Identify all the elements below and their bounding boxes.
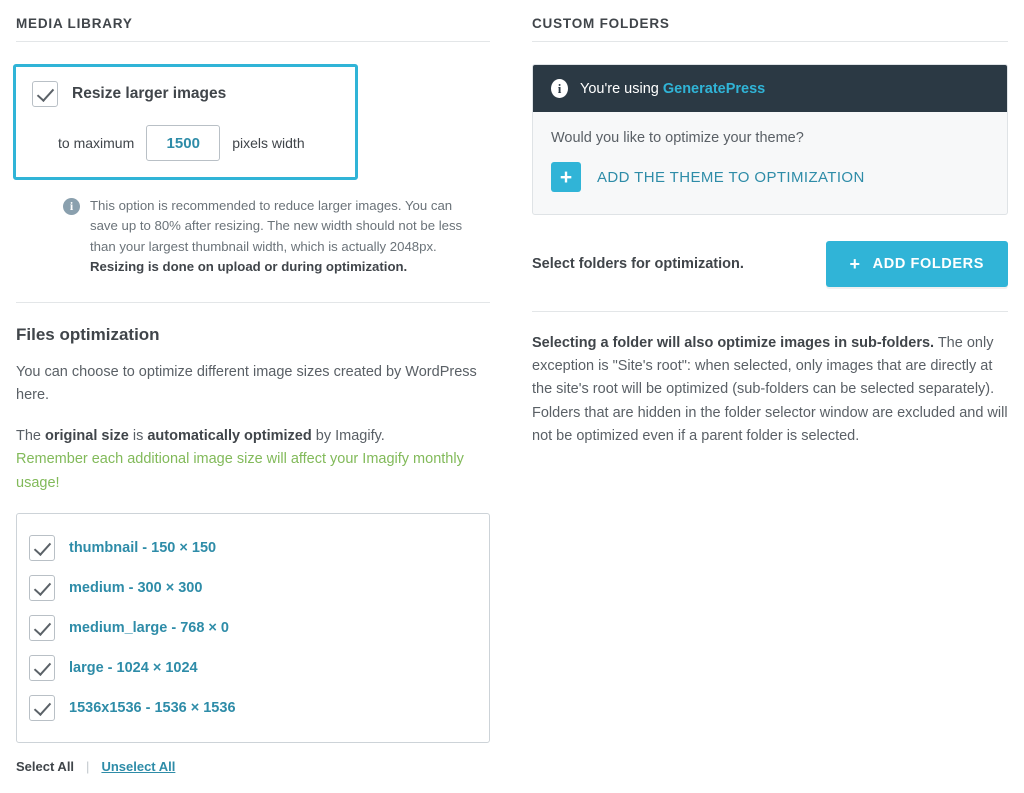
folders-description-paragraph-2: Folders that are hidden in the folder selector window are excluded and will not be optimized even if a parent folder is selected. [532,404,1008,444]
resize-help-note [63,196,478,278]
size-checkbox-medium[interactable] [29,575,55,601]
media-library-column [16,16,490,793]
size-checkbox-medium-large[interactable] [29,615,55,641]
resize-larger-images-label: Resize larger images [72,85,227,102]
left-divider [16,302,490,303]
to-maximum-label: to maximum [58,135,135,151]
theme-notice-title [580,81,765,97]
p2-usage-warning: Remember each additional image size will affect your Imagify monthly usage! [16,451,464,491]
select-links-row [16,759,490,774]
p2-suffix: by Imagify. [311,428,385,445]
theme-notice-body [533,112,1007,214]
plus-icon: + [551,162,581,192]
right-divider [532,311,1008,312]
size-checkbox-thumbnail[interactable] [29,535,55,561]
info-icon: i [551,79,568,98]
resize-help-plain: This option is recommended to reduce larger images. You can save up to 80% after resizing. The new width should not be less than your largest thumbnail width, which is actually 2048px. [90,198,463,254]
links-separator: | [86,758,90,774]
theme-notice-question: Would you like to optimize your theme? [551,130,804,146]
resize-help-text [90,196,478,278]
info-icon: i [63,198,80,215]
list-item[interactable] [29,528,477,568]
custom-folders-heading: CUSTOM FOLDERS [532,16,1008,42]
size-label: medium_large - 768 × 0 [69,619,229,636]
list-item[interactable] [29,688,477,728]
list-item[interactable] [29,608,477,648]
pixels-width-label: pixels width [232,135,305,151]
size-checkbox-1536[interactable] [29,695,55,721]
image-sizes-list[interactable] [16,513,490,743]
list-item[interactable] [29,648,477,688]
theme-notice-prefix: You're using [580,80,663,97]
resize-checkbox-row[interactable] [32,81,339,107]
size-label: thumbnail - 150 × 150 [69,539,217,556]
resize-larger-images-panel [13,64,358,180]
p2-mid: is [128,428,148,445]
files-optimization-paragraph-1: You can choose to optimize different image sizes created by WordPress here. [16,363,477,403]
max-width-row [32,125,339,161]
size-label: 1536x1536 - 1536 × 1536 [69,699,236,716]
max-width-input[interactable] [146,125,220,161]
select-folders-row [532,241,1008,287]
folders-description-text-1: The only exception is "Site's root": when selected, only images that are directly at the site's root will be optimized (sub-folders can be selected separately). [532,335,995,398]
add-theme-label: ADD THE THEME TO OPTIMIZATION [597,168,865,186]
theme-notice-header [533,65,1007,112]
select-all-link[interactable]: Select All [16,758,75,774]
theme-name: GeneratePress [662,80,766,97]
custom-folders-column [532,16,1008,793]
add-theme-to-optimization-button[interactable] [551,162,989,192]
folders-description-paragraph-1 [532,332,1008,402]
p2-prefix: The [16,428,46,445]
add-folders-button[interactable] [826,241,1008,287]
folders-description [532,332,1008,448]
folders-description-bold: Selecting a folder will also optimize images in sub-folders. [532,335,935,351]
list-item[interactable] [29,568,477,608]
p2-bold-auto-optimized: automatically optimized [147,428,312,445]
plus-icon: + [849,254,861,274]
files-optimization-paragraph-2 [16,425,486,495]
resize-larger-images-checkbox[interactable] [32,81,58,107]
unselect-all-link[interactable]: Unselect All [101,758,176,774]
size-label: large - 1024 × 1024 [69,659,198,676]
media-library-heading: MEDIA LIBRARY [16,16,490,42]
size-checkbox-large[interactable] [29,655,55,681]
theme-notice-card [532,64,1008,215]
add-folders-label: ADD FOLDERS [872,256,984,272]
select-folders-label: Select folders for optimization. [532,256,744,272]
size-label: medium - 300 × 300 [69,579,203,596]
p2-bold-original-size: original size [45,428,129,445]
resize-help-bold: Resizing is done on upload or during optimization. [90,259,408,275]
files-optimization-heading: Files optimization [16,324,160,344]
